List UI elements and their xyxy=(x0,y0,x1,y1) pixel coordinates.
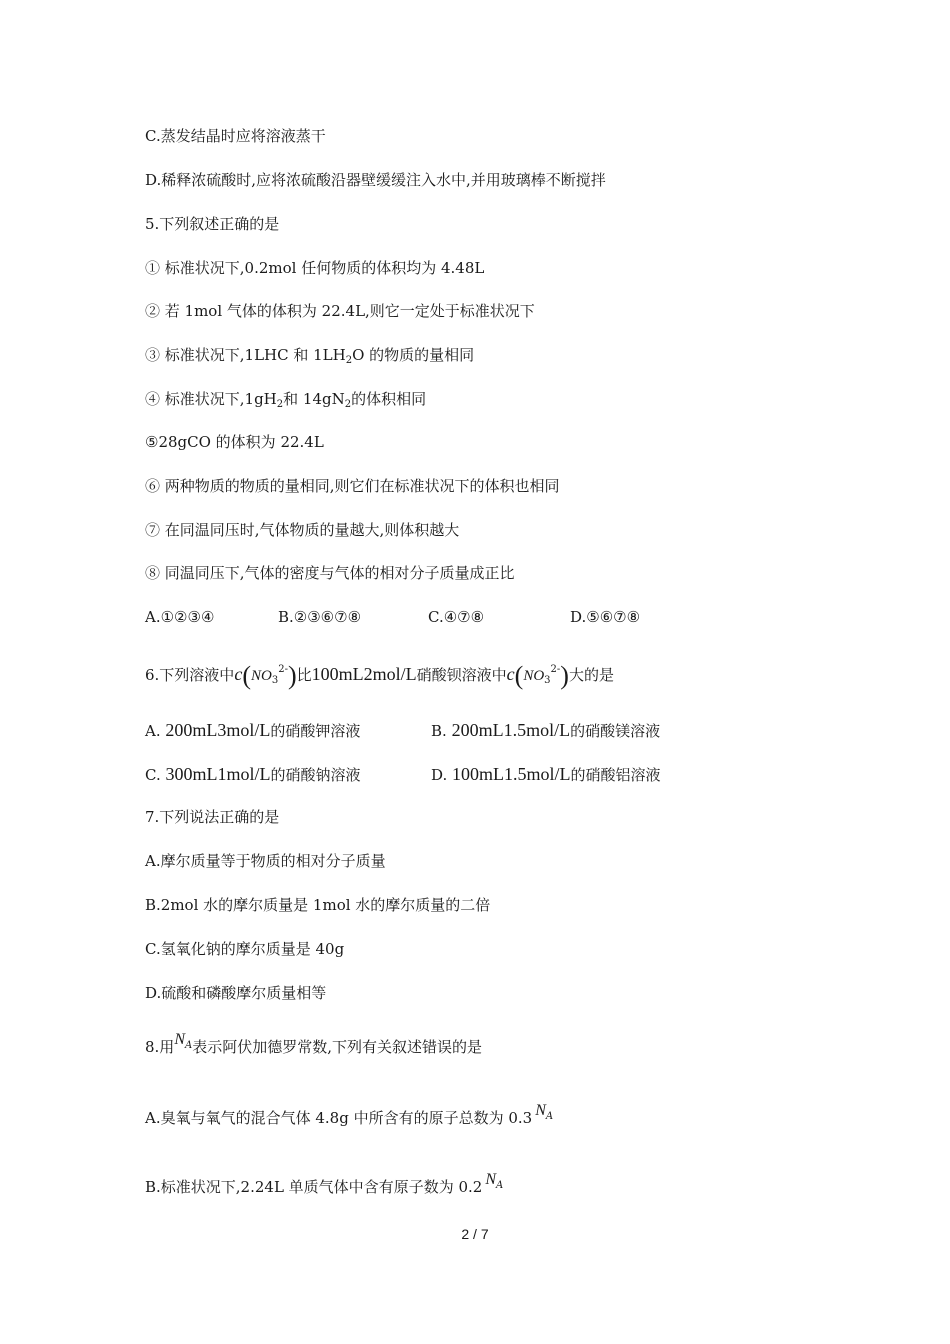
q6-option-a-conc: 200mL3mol/L xyxy=(165,720,271,740)
q8-option-a xyxy=(145,1101,553,1128)
statement-3-part-a: ③ 标准状况下,1LHC 和 1LH xyxy=(145,346,346,364)
q6-charge-1: 2- xyxy=(278,664,288,675)
statement-5: ⑤28gCO 的体积为 22.4L xyxy=(145,433,324,451)
question-8-prefix: 8.用 xyxy=(145,1038,175,1056)
statement-4 xyxy=(145,389,426,415)
question-7: 7.下列说法正确的是 xyxy=(145,808,280,826)
statement-1: ① 标准状况下,0.2mol 任何物质的体积均为 4.48L xyxy=(145,259,485,277)
q6-option-b-conc: 200mL1.5mol/L xyxy=(451,720,571,740)
q6-option-c-name: 的硝酸钠溶液 xyxy=(270,766,361,784)
q6-option-d-conc: 100mL1.5mol/L xyxy=(452,764,571,784)
option-c-evaporation: C.蒸发结晶时应将溶液蒸干 xyxy=(145,127,326,145)
statement-8: ⑧ 同温同压下,气体的密度与气体的相对分子质量成正比 xyxy=(145,564,515,582)
question-5: 5.下列叙述正确的是 xyxy=(145,215,280,233)
option-d-dilution: D.稀释浓硫酸时,应将浓硫酸沿器壁缓缓注入水中,并用玻璃棒不断搅拌 xyxy=(145,171,606,189)
q7-option-c: C.氢氧化钠的摩尔质量是 40g xyxy=(145,940,345,958)
statement-4-subscript-n2: 2 xyxy=(344,399,352,410)
q5-option-b: B.②③⑥⑦⑧ xyxy=(278,608,362,626)
q8-option-a-na-a: A xyxy=(545,1111,554,1122)
q7-option-b: B.2mol 水的摩尔质量是 1mol 水的摩尔质量的二倍 xyxy=(145,896,491,914)
q6-lparen-2: ( xyxy=(514,661,524,690)
statement-7: ⑦ 在同温同压时,气体物质的量越大,则体积越大 xyxy=(145,521,460,539)
statement-6: ⑥ 两种物质的物质的量相同,则它们在标准状况下的体积也相同 xyxy=(145,477,560,495)
q8-option-b-na-n: N xyxy=(485,1171,496,1188)
page-number: 2 / 7 xyxy=(461,1226,489,1242)
q6-option-b-label: B. xyxy=(431,722,447,740)
question-8-text: 表示阿伏加德罗常数,下列有关叙述错误的是 xyxy=(192,1038,482,1056)
q6-option-a-label: A. xyxy=(145,722,161,740)
q8-na-a: A xyxy=(184,1040,193,1051)
q6-charge-2: 2- xyxy=(550,664,561,675)
statement-2: ② 若 1mol 气体的体积为 22.4L,则它一定处于标准状况下 xyxy=(145,302,535,320)
q7-option-d: D.硫酸和磷酸摩尔质量相等 xyxy=(145,984,327,1002)
q6-sub3-2: 3 xyxy=(544,675,551,686)
q6-lparen-1: ( xyxy=(242,661,251,690)
question-8 xyxy=(145,1030,482,1057)
q8-na-n: N xyxy=(174,1031,185,1048)
statement-4-part-c: 的体积相同 xyxy=(351,390,427,408)
q6-option-c-label: C. xyxy=(145,766,161,784)
statement-3 xyxy=(145,345,474,371)
q6-option-a xyxy=(145,720,360,741)
q8-option-b-text: B.标准状况下,2.24L 单质气体中含有原子数为 0.2 xyxy=(145,1178,483,1196)
q8-option-a-na-n: N xyxy=(535,1102,546,1119)
statement-3-part-b: O 的物质的量相同 xyxy=(352,346,475,364)
q6-c-symbol-1: c xyxy=(234,664,243,684)
q5-option-a: A.①②③④ xyxy=(145,608,215,626)
statement-4-part-b: 和 14gN xyxy=(283,390,345,408)
q6-option-a-name: 的硝酸钾溶液 xyxy=(270,722,361,740)
statement-4-subscript-h2: 2 xyxy=(276,399,284,410)
question-6-prefix: 6.下列溶液中 xyxy=(145,666,235,684)
q6-option-b-name: 的硝酸镁溶液 xyxy=(570,722,661,740)
q8-option-b xyxy=(145,1170,503,1197)
q6-option-d xyxy=(431,764,661,785)
q6-option-d-name: 的硝酸铝溶液 xyxy=(570,766,661,784)
q6-c-symbol-2: c xyxy=(506,664,515,684)
q6-no-1: NO xyxy=(250,668,272,684)
q6-rparen-1: ) xyxy=(287,661,297,690)
question-6-compare: 比 xyxy=(296,666,312,684)
q5-option-c: C.④⑦⑧ xyxy=(428,608,485,626)
q6-option-d-label: D. xyxy=(431,766,448,784)
q6-option-b xyxy=(431,720,660,741)
q7-option-a: A.摩尔质量等于物质的相对分子质量 xyxy=(145,852,386,870)
q6-sub3-1: 3 xyxy=(271,675,279,686)
q6-rparen-2: ) xyxy=(560,661,569,690)
q6-concentration: 100mL2mol/L xyxy=(311,664,417,684)
q8-option-a-text: A.臭氧与氧气的混合气体 4.8g 中所含有的原子总数为 0.3 xyxy=(145,1109,533,1127)
q6-option-c xyxy=(145,764,361,785)
q6-no-2: NO xyxy=(523,668,545,684)
statement-3-subscript: 2 xyxy=(345,355,353,366)
q6-option-c-conc: 300mL1mol/L xyxy=(165,764,271,784)
q8-option-b-na-a: A xyxy=(495,1180,504,1191)
q5-option-d: D.⑤⑥⑦⑧ xyxy=(570,608,641,626)
question-6 xyxy=(145,660,614,691)
question-6-mid: 硝酸钡溶液中 xyxy=(416,666,507,684)
statement-4-part-a: ④ 标准状况下,1gH xyxy=(145,390,277,408)
question-6-suffix: 大的是 xyxy=(568,666,614,684)
